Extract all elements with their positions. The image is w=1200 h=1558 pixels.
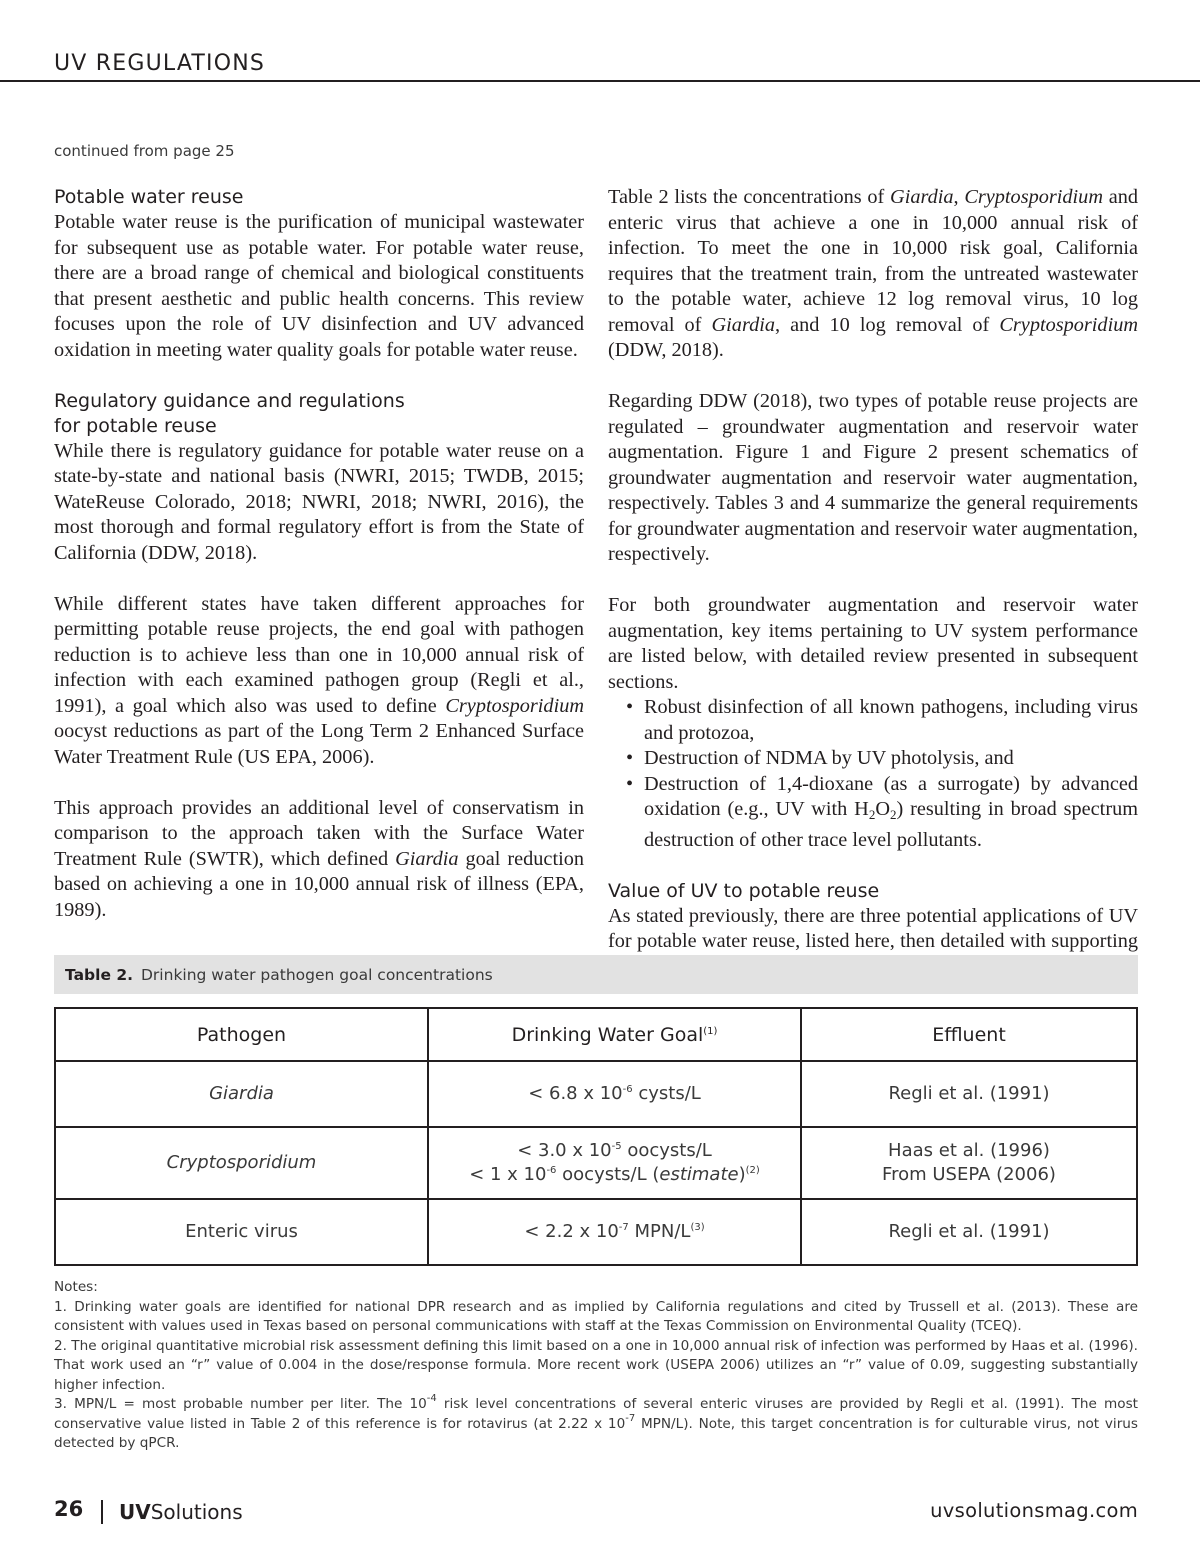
cell-goal: < 3.0 x $10^{-5}$ oocysts/L < 1 x $10^{-6}$ oocysts/L (estimate)$^{(2)}$	[428, 1127, 801, 1199]
header-divider	[0, 80, 1200, 82]
paragraph: While there is regulatory guidance for potable water reuse on a state-by-state and national basis (NWRI, 2015; TWDB, 2015; WateReuse Colorado, 2018; NWRI, 2018; NWRI, 2016), the most thorough and formal regulatory effort is from the State of California (DDW, 2018).	[54, 439, 584, 564]
table-caption-label: Table 2.	[65, 966, 134, 984]
list-item: • Destruction of NDMA by UV photolysis, and	[626, 746, 1138, 772]
left-column	[54, 185, 584, 923]
note-1: 1. Drinking water goals are identified for national DPR research and as implied by California regulations and cited by Trussell et al. (2013). These are consistent with values used in Texas based on personal communications with staff at the Texas Commission on Environmental Quality (TCEQ).	[54, 1298, 1138, 1334]
table-row	[55, 1061, 1137, 1127]
heading-regulatory-guidance: Regulatory guidance and regulations for potable reuse	[54, 389, 405, 437]
cell-effluent: Regli et al. (1991)	[801, 1199, 1137, 1265]
header-goal: Drinking Water Goal$^{(1)}$	[428, 1008, 801, 1061]
header-pathogen: Pathogen	[55, 1008, 428, 1061]
footer-divider	[101, 1500, 103, 1524]
header-effluent: Effluent	[801, 1008, 1137, 1061]
cell-pathogen: Cryptosporidium	[55, 1127, 428, 1199]
heading-potable-water-reuse: Potable water reuse	[54, 186, 244, 208]
section-title: UV REGULATIONS	[54, 51, 266, 76]
page-number: 26	[54, 1497, 84, 1521]
note-3: 3. MPN/L = most probable number per liter. The $10^{-4}$ risk level concentrations of several enteric viruses are provided by Regli et al. (1991). The most conservative value listed in Table 2 of this reference is for rotavirus (at 2.22 x $10^{-7}$ MPN/L). Note, this target concentration is for culturable virus, not virus detected by qPCR.	[54, 1393, 1138, 1451]
paragraph: Potable water reuse is the purification of municipal wastewater for subsequent use as potable water. For potable water reuse, there are a broad range of chemical and biological constituents that present aesthetic and public health concerns. This review focuses upon the role of UV disinfection and UV advanced oxidation in meeting water quality goals for potable water reuse.	[54, 211, 584, 361]
cell-pathogen: Giardia	[55, 1061, 428, 1127]
paragraph: This approach provides an additional level of conservatism in comparison to the approach taken with the Surface Water Treatment Rule (SWTR), which defined Giardia goal reduction based on achieving a one in 10,000 annual risk of illness (EPA, 1989).	[54, 796, 584, 921]
table-caption	[54, 955, 1138, 994]
pathogen-goal-table	[54, 1007, 1138, 1266]
paragraph: For both groundwater augmentation and reservoir water augmentation, key items pertaining to UV system performance are listed below, with detailed review presented in subsequent sections.	[608, 594, 1138, 693]
table-header-row	[55, 1008, 1137, 1061]
magazine-brand: UVSolutions	[119, 1500, 243, 1524]
cell-effluent: Haas et al. (1996) From USEPA (2006)	[801, 1127, 1137, 1199]
table-caption-text: Drinking water pathogen goal concentrations	[141, 966, 493, 984]
right-column	[608, 185, 1138, 980]
list-item: • Robust disinfection of all known pathogens, including virus and protozoa,	[626, 695, 1138, 746]
paragraph: Regarding DDW (2018), two types of potable reuse projects are regulated – groundwater augmentation and reservoir water augmentation. Figure 1 and Figure 2 present schematics of groundwater augmentation and reservoir water augmentation, respectively. Tables 3 and 4 summarize the general requirements for groundwater augmentation and reservoir water augmentation, respectively.	[608, 390, 1138, 565]
continued-note: continued from page 25	[54, 142, 235, 160]
cell-pathogen: Enteric virus	[55, 1199, 428, 1265]
table-row	[55, 1199, 1137, 1265]
paragraph: Table 2 lists the concentrations of Giardia, Cryptosporidium and enteric virus that achieve a one in 10,000 annual risk of infection. To meet the one in 10,000 risk goal, California requires that the treatment train, from the untreated wastewater to the potable water, achieve 12 log removal virus, 10 log removal of Giardia, and 10 log removal of Cryptosporidium (DDW, 2018).	[608, 186, 1139, 361]
heading-value-of-uv: Value of UV to potable reuse	[608, 879, 880, 902]
bullet-list	[608, 695, 1138, 853]
note-2: 2. The original quantitative microbial risk assessment defining this limit based on a one in 10,000 annual risk of infection was performed by Haas et al. (1996). That work used an “r” value of 0.004 in the dose/response formula. More recent work (USEPA 2006) utilizes an “r” value of 0.09, suggesting substantially higher infection.	[54, 1337, 1138, 1393]
cell-goal: < 2.2 x $10^{-7}$ MPN/$L^{(3)}$	[428, 1199, 801, 1265]
paragraph: While different states have taken different approaches for permitting potable reuse projects, the end goal with pathogen reduction is to achieve less than one in 10,000 annual risk of infection with each examined pathogen group (Regli et al., 1991), a goal which also was used to define Cryptosporidium oocyst reductions as part of the Long Term 2 Enhanced Surface Water Treatment Rule (US EPA, 2006).	[54, 592, 584, 768]
paragraph: As stated previously, there are three potential applications of UV for potable water reuse, listed here, then detailed with supporting	[608, 904, 1138, 952]
cell-goal: < 6.8 x $10^{-6}$ cysts/L	[428, 1061, 801, 1127]
magazine-url: uvsolutionsmag.com	[930, 1499, 1138, 1522]
table-notes	[54, 1278, 1138, 1454]
table-row	[55, 1127, 1137, 1199]
list-item: • Destruction of 1,4-dioxane (as a surrogate) by advanced oxidation (e.g., UV with $H_2O_2$) resulting in broad spectrum destruction of other trace level pollutants.	[626, 772, 1138, 854]
notes-heading: Notes:	[54, 1279, 98, 1295]
cell-effluent: Regli et al. (1991)	[801, 1061, 1137, 1127]
